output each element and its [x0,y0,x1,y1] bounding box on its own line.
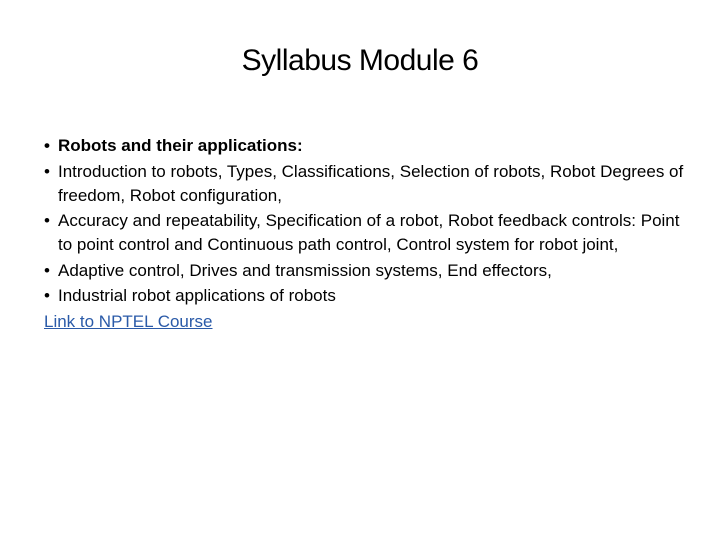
bullet-icon: • [44,286,50,305]
bullet-text: Robots and their applications: [58,136,303,155]
bullet-text: Introduction to robots, Types, Classifications, Selection of robots, Robot Degrees of freedom, Robot configuration, [58,161,684,205]
bullet-item [44,209,684,257]
bullet-text: Adaptive control, Drives and transmission systems, End effectors, [58,260,552,280]
slide-content [44,134,684,334]
bullet-list [44,134,684,308]
bullet-icon: • [44,136,50,155]
slide-title: Syllabus Module 6 [241,44,479,77]
bullet-icon: • [44,161,50,181]
bullet-item [44,284,684,308]
bullet-text: Industrial robot applications of robots [58,286,336,305]
nptel-course-link[interactable]: Link to NPTEL Course [44,311,213,331]
bullet-item [44,160,684,208]
bullet-icon: • [44,260,50,280]
bullet-item-heading [44,134,684,158]
bullet-item [44,259,684,283]
bullet-text: Accuracy and repeatability, Specification of a robot, Robot feedback controls: Point to point control and Continuous path control, Control system for robot joint, [58,211,680,254]
bullet-icon: • [44,211,50,230]
